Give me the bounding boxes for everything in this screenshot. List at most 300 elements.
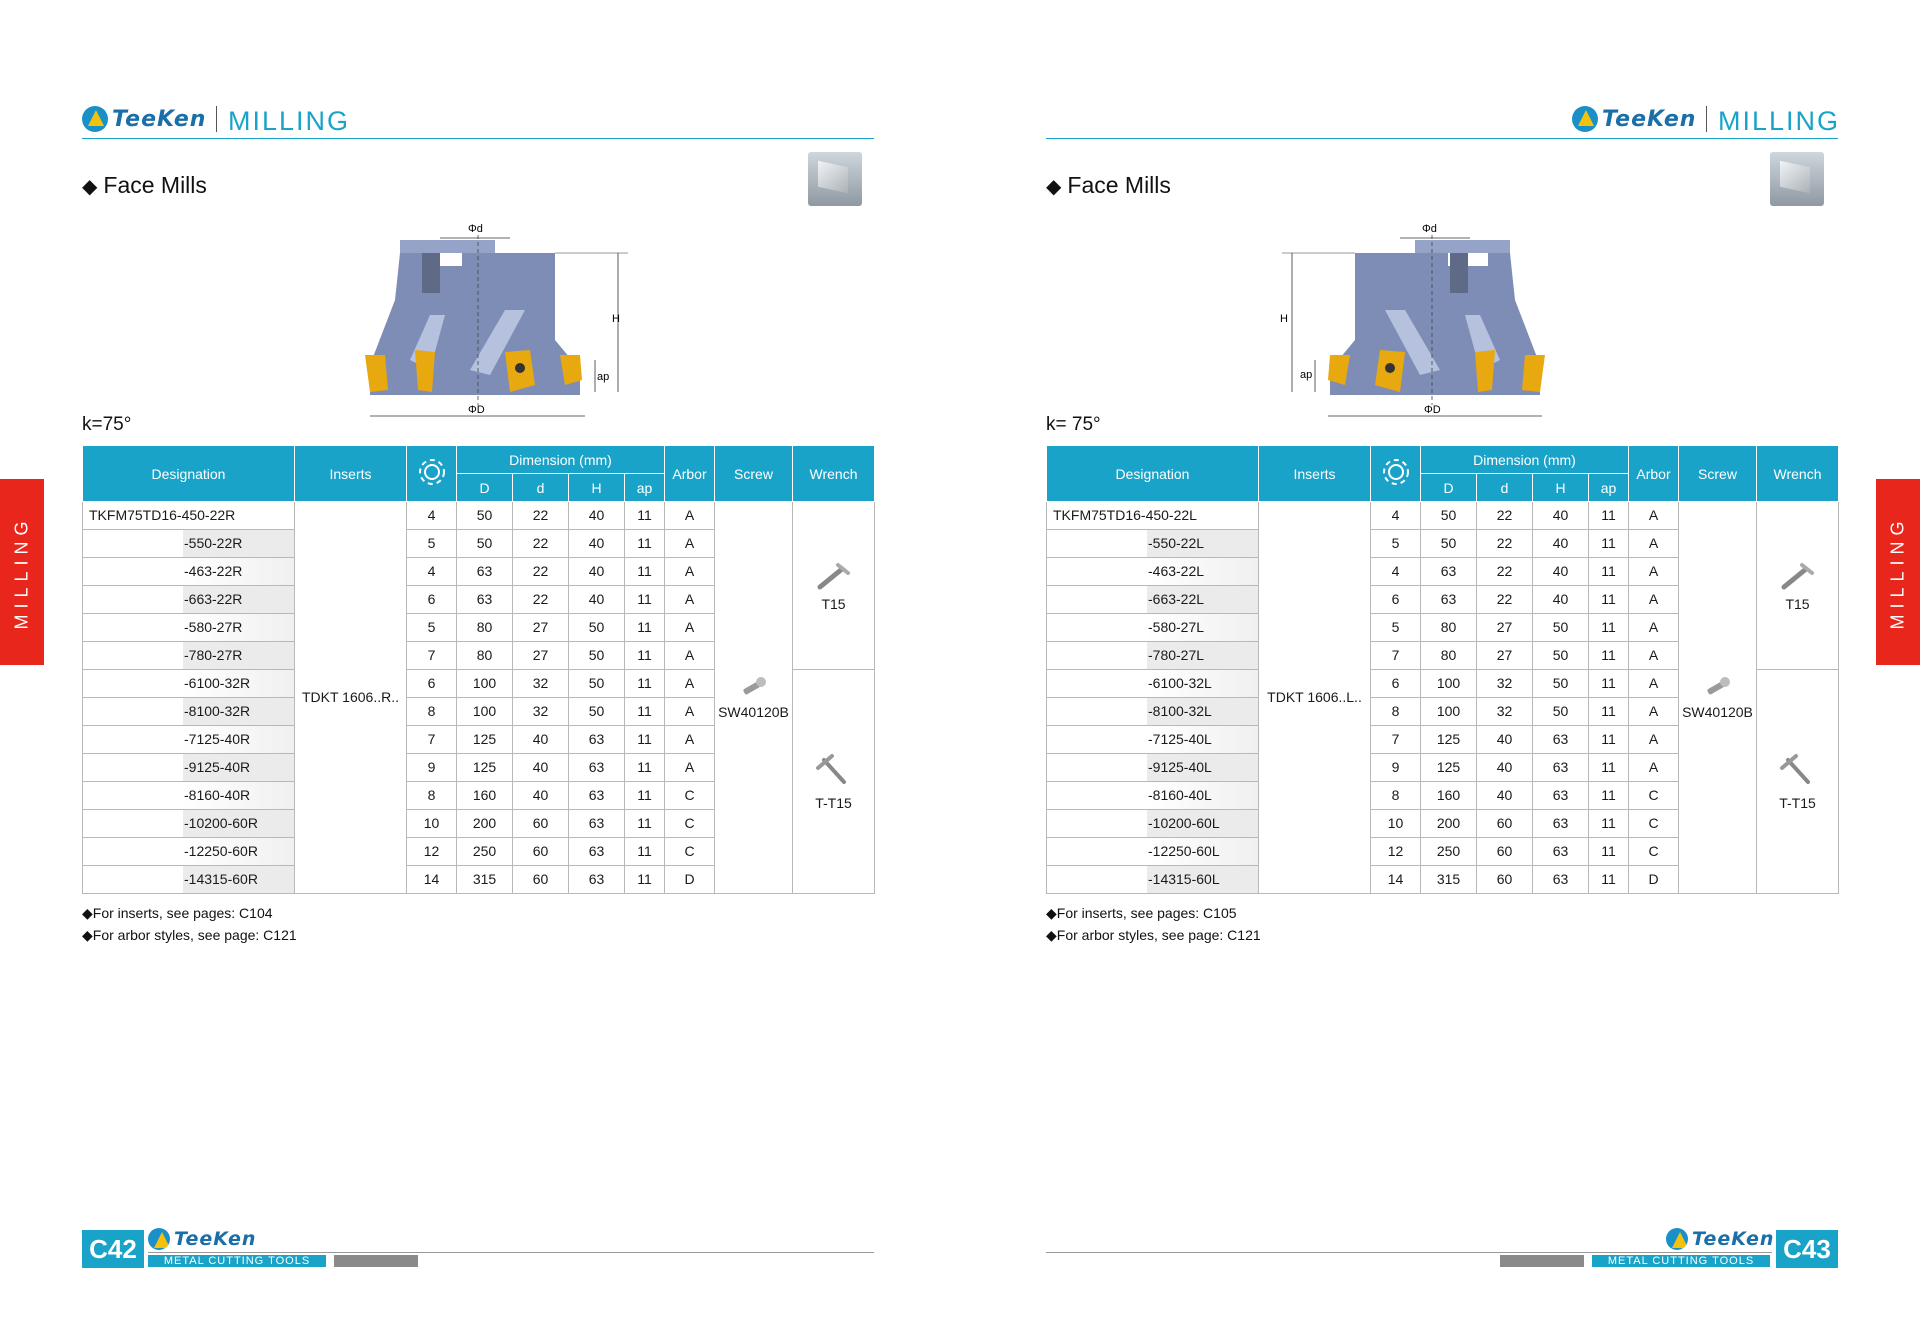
cell-H: 63 — [1533, 865, 1589, 893]
wrench-label: T-T15 — [815, 794, 852, 811]
designation-cell — [83, 781, 295, 809]
cell-d: 27 — [1477, 613, 1533, 641]
col-screw: Screw — [1679, 446, 1757, 502]
wrench-label: T15 — [821, 595, 846, 612]
cell-H: 63 — [569, 809, 625, 837]
cell-d: 60 — [1477, 809, 1533, 837]
teeth-count-icon — [417, 457, 447, 487]
cell-D: 50 — [1421, 529, 1477, 557]
cell-H: 63 — [1533, 725, 1589, 753]
cell-H: 40 — [569, 557, 625, 585]
cell-arbor: A — [1629, 725, 1679, 753]
designation-text: -8160-40L — [1147, 782, 1258, 809]
cell-d: 27 — [1477, 641, 1533, 669]
cell-H: 63 — [1533, 809, 1589, 837]
designation-cell — [1047, 697, 1259, 725]
cell-z: 6 — [407, 585, 457, 613]
designation-cell — [1047, 725, 1259, 753]
designation-text: -14315-60R — [183, 866, 294, 893]
cell-H: 50 — [1533, 669, 1589, 697]
footer-brand: TeeKen — [174, 1228, 257, 1250]
logo-divider — [1706, 106, 1707, 132]
cell-ap: 11 — [625, 865, 665, 893]
col-wrench: Wrench — [1757, 446, 1839, 502]
cell-d: 32 — [513, 669, 569, 697]
insert-2 — [415, 350, 435, 392]
cell-H: 50 — [1533, 641, 1589, 669]
designation-text: -12250-60R — [183, 838, 294, 865]
cell-arbor: A — [665, 613, 715, 641]
spec-table — [1046, 445, 1839, 894]
table-row — [83, 502, 875, 530]
cell-z: 7 — [1371, 725, 1421, 753]
cell-z: 12 — [407, 837, 457, 865]
cell-d: 32 — [1477, 697, 1533, 725]
logo-divider — [216, 106, 217, 132]
cell-d: 22 — [513, 585, 569, 613]
cell-arbor: C — [1629, 837, 1679, 865]
footer-rule — [148, 1252, 874, 1253]
cell-arbor: C — [665, 781, 715, 809]
cell-z: 12 — [1371, 837, 1421, 865]
inserts-cell: TDKT 1606..R.. — [295, 502, 407, 894]
insert-1 — [365, 355, 388, 392]
col-d: d — [513, 474, 569, 502]
cell-D: 125 — [1421, 725, 1477, 753]
t-wrench-icon — [793, 752, 874, 795]
cell-d: 40 — [513, 725, 569, 753]
cell-d: 32 — [1477, 669, 1533, 697]
cell-d: 22 — [1477, 502, 1533, 530]
designation-text: -8100-32R — [183, 698, 294, 725]
cell-H: 63 — [569, 781, 625, 809]
cell-ap: 11 — [1589, 781, 1629, 809]
cell-arbor: A — [665, 529, 715, 557]
col-designation: Designation — [83, 446, 295, 502]
cell-D: 50 — [457, 529, 513, 557]
cell-D: 100 — [1421, 669, 1477, 697]
cell-d: 40 — [1477, 725, 1533, 753]
cell-ap: 11 — [625, 697, 665, 725]
h-label: H — [612, 313, 620, 325]
wrench-cell — [793, 669, 875, 893]
designation-cell — [83, 585, 295, 613]
cell-d: 22 — [1477, 585, 1533, 613]
cell-d: 60 — [1477, 865, 1533, 893]
cell-d: 27 — [513, 613, 569, 641]
keyway — [422, 253, 440, 293]
phi-D-label: ΦD — [468, 404, 485, 416]
cell-arbor: D — [1629, 865, 1679, 893]
cell-D: 50 — [457, 502, 513, 530]
insert-1 — [1522, 355, 1545, 392]
cell-d: 60 — [1477, 837, 1533, 865]
cell-arbor: D — [665, 865, 715, 893]
designation-cell — [83, 641, 295, 669]
cell-z: 4 — [1371, 502, 1421, 530]
designation-text: -10200-60L — [1147, 810, 1258, 837]
designation-text: -780-27R — [183, 642, 294, 669]
cell-ap: 11 — [1589, 837, 1629, 865]
cell-D: 160 — [1421, 781, 1477, 809]
cell-arbor: A — [665, 669, 715, 697]
cell-D: 100 — [457, 697, 513, 725]
designation-text: -463-22R — [183, 558, 294, 585]
phi-d-label: Φd — [1422, 223, 1437, 235]
footer-tagline: METAL CUTTING TOOLS — [1592, 1255, 1770, 1267]
designation-text: -14315-60L — [1147, 866, 1258, 893]
page-heading-text: Face Mills — [1067, 172, 1171, 198]
notes — [82, 902, 297, 946]
cell-d: 22 — [513, 502, 569, 530]
product-thumbnail — [808, 152, 862, 206]
cell-H: 50 — [569, 669, 625, 697]
cell-ap: 11 — [625, 585, 665, 613]
mill-body — [370, 240, 580, 395]
note-inserts: ◆For inserts, see pages: C104 — [82, 905, 273, 921]
cell-D: 63 — [1421, 557, 1477, 585]
logo-icon — [148, 1228, 170, 1250]
cell-z: 6 — [1371, 585, 1421, 613]
cell-d: 22 — [1477, 557, 1533, 585]
insert-2 — [1475, 350, 1495, 392]
cell-ap: 11 — [625, 529, 665, 557]
page-number: C42 — [82, 1230, 144, 1268]
cell-D: 160 — [457, 781, 513, 809]
designation-cell — [1047, 809, 1259, 837]
cell-z: 8 — [1371, 697, 1421, 725]
cell-H: 40 — [1533, 502, 1589, 530]
designation-cell: TKFM75TD16-450-22L — [1047, 502, 1259, 530]
designation-cell — [83, 753, 295, 781]
cell-D: 80 — [1421, 641, 1477, 669]
designation-text: -8100-32L — [1147, 698, 1258, 725]
cell-z: 4 — [1371, 557, 1421, 585]
cell-arbor: A — [1629, 585, 1679, 613]
cell-z: 5 — [1371, 613, 1421, 641]
cell-H: 63 — [1533, 781, 1589, 809]
footer-logo — [148, 1228, 256, 1250]
cell-arbor: A — [1629, 669, 1679, 697]
brand-logo — [82, 106, 223, 132]
footer-gray-bar — [1500, 1255, 1584, 1267]
cell-H: 40 — [569, 585, 625, 613]
cell-d: 22 — [1477, 529, 1533, 557]
cell-ap: 11 — [1589, 725, 1629, 753]
cell-ap: 11 — [625, 725, 665, 753]
cell-d: 32 — [513, 697, 569, 725]
cell-arbor: A — [1629, 502, 1679, 530]
wrench-icon — [1757, 559, 1838, 596]
keyway — [1450, 253, 1468, 293]
page-heading: ◆ Face Mills — [82, 172, 207, 198]
cell-arbor: A — [665, 502, 715, 530]
cell-H: 63 — [569, 725, 625, 753]
cell-ap: 11 — [625, 502, 665, 530]
col-screw: Screw — [715, 446, 793, 502]
screw-cell — [1679, 502, 1757, 894]
face-mill-drawing — [1260, 220, 1560, 420]
col-H: H — [569, 474, 625, 502]
face-mill-drawing — [350, 220, 650, 420]
cell-z: 5 — [407, 613, 457, 641]
designation-text: -6100-32L — [1147, 670, 1258, 697]
cell-z: 6 — [407, 669, 457, 697]
cell-arbor: C — [1629, 781, 1679, 809]
cell-D: 315 — [1421, 865, 1477, 893]
cell-z: 4 — [407, 557, 457, 585]
cell-ap: 11 — [1589, 557, 1629, 585]
designation-text: -7125-40R — [183, 726, 294, 753]
cell-D: 50 — [1421, 502, 1477, 530]
insert-screw — [515, 363, 525, 373]
cell-H: 50 — [1533, 613, 1589, 641]
designation-text: -780-27L — [1147, 642, 1258, 669]
cell-z: 6 — [1371, 669, 1421, 697]
cell-D: 125 — [457, 753, 513, 781]
cell-ap: 11 — [1589, 753, 1629, 781]
designation-cell — [83, 809, 295, 837]
mill-top — [1415, 240, 1510, 253]
cell-z: 7 — [407, 641, 457, 669]
cell-D: 100 — [1421, 697, 1477, 725]
designation-cell — [1047, 585, 1259, 613]
side-tab — [0, 479, 44, 665]
table-row — [1047, 502, 1839, 530]
cell-ap: 11 — [1589, 641, 1629, 669]
col-ap: ap — [1589, 474, 1629, 502]
side-tab-label: MILLING — [11, 514, 32, 630]
cell-arbor: A — [665, 557, 715, 585]
cell-z: 7 — [1371, 641, 1421, 669]
cell-H: 63 — [569, 753, 625, 781]
notes — [1046, 902, 1261, 946]
designation-text: -7125-40L — [1147, 726, 1258, 753]
cell-d: 27 — [513, 641, 569, 669]
cell-H: 40 — [569, 529, 625, 557]
cell-D: 80 — [457, 613, 513, 641]
cell-D: 63 — [457, 585, 513, 613]
footer-logo — [1666, 1228, 1774, 1250]
col-D: D — [1421, 474, 1477, 502]
cell-z: 8 — [1371, 781, 1421, 809]
kappa-angle: k=75° — [82, 414, 132, 435]
designation-text: -550-22L — [1147, 530, 1258, 557]
wrench-icon — [793, 559, 874, 596]
cell-H: 40 — [1533, 585, 1589, 613]
page-number: C43 — [1776, 1230, 1838, 1268]
designation-cell — [83, 613, 295, 641]
col-d: d — [1477, 474, 1533, 502]
col-inserts: Inserts — [1259, 446, 1371, 502]
cell-z: 4 — [407, 502, 457, 530]
cell-ap: 11 — [1589, 613, 1629, 641]
note-inserts: ◆For inserts, see pages: C105 — [1046, 905, 1237, 921]
designation-text: -9125-40R — [183, 754, 294, 781]
cell-D: 315 — [457, 865, 513, 893]
cell-arbor: A — [665, 585, 715, 613]
col-dimension: Dimension (mm) — [1421, 446, 1629, 474]
designation-text: -580-27R — [183, 614, 294, 641]
product-thumbnail — [1770, 152, 1824, 206]
cell-H: 50 — [1533, 697, 1589, 725]
spec-table — [82, 445, 875, 894]
designation-text: -550-22R — [183, 530, 294, 557]
cell-arbor: A — [665, 697, 715, 725]
cell-H: 63 — [1533, 837, 1589, 865]
cell-arbor: A — [1629, 613, 1679, 641]
cell-ap: 11 — [625, 613, 665, 641]
brand-name: TeeKen — [112, 106, 207, 132]
cell-D: 250 — [457, 837, 513, 865]
col-H: H — [1533, 474, 1589, 502]
cell-D: 125 — [457, 725, 513, 753]
h-label: H — [1280, 313, 1288, 325]
cell-arbor: A — [665, 753, 715, 781]
designation-text: -663-22L — [1147, 586, 1258, 613]
designation-text: -8160-40R — [183, 782, 294, 809]
cell-z: 7 — [407, 725, 457, 753]
col-arbor: Arbor — [1629, 446, 1679, 502]
logo-icon — [1666, 1228, 1688, 1250]
footer-gray-bar — [334, 1255, 418, 1267]
screw-icon — [1679, 675, 1756, 704]
cell-H: 63 — [569, 865, 625, 893]
cell-z: 5 — [1371, 529, 1421, 557]
phi-d-label: Φd — [468, 223, 483, 235]
teeth-count-icon — [1381, 457, 1411, 487]
col-inserts: Inserts — [295, 446, 407, 502]
cell-ap: 11 — [1589, 809, 1629, 837]
mill-top — [400, 240, 495, 253]
section-title: MILLING — [1718, 106, 1841, 136]
cell-ap: 11 — [1589, 585, 1629, 613]
cell-d: 40 — [1477, 753, 1533, 781]
cell-d: 60 — [513, 809, 569, 837]
cell-arbor: A — [1629, 557, 1679, 585]
logo-icon — [1572, 106, 1598, 132]
cell-z: 8 — [407, 697, 457, 725]
mill-body — [1330, 240, 1540, 395]
cell-ap: 11 — [625, 669, 665, 697]
designation-cell — [1047, 529, 1259, 557]
cell-H: 40 — [569, 502, 625, 530]
cell-ap: 11 — [625, 781, 665, 809]
cell-z: 10 — [407, 809, 457, 837]
cell-D: 80 — [1421, 613, 1477, 641]
footer-tagline: METAL CUTTING TOOLS — [148, 1255, 326, 1267]
cell-arbor: A — [1629, 641, 1679, 669]
cell-D: 100 — [457, 669, 513, 697]
designation-cell — [1047, 753, 1259, 781]
designation-cell — [1047, 613, 1259, 641]
cell-ap: 11 — [1589, 697, 1629, 725]
cell-D: 63 — [1421, 585, 1477, 613]
cell-H: 40 — [1533, 557, 1589, 585]
cell-H: 63 — [1533, 753, 1589, 781]
screw-label: SW40120B — [1682, 703, 1753, 720]
designation-text: -9125-40L — [1147, 754, 1258, 781]
side-tab — [1876, 479, 1920, 665]
col-teeth — [407, 446, 457, 502]
cell-ap: 11 — [625, 641, 665, 669]
cell-D: 80 — [457, 641, 513, 669]
cell-H: 50 — [569, 697, 625, 725]
header-rule — [82, 138, 874, 139]
col-arbor: Arbor — [665, 446, 715, 502]
col-teeth — [1371, 446, 1421, 502]
cell-d: 40 — [513, 753, 569, 781]
col-designation: Designation — [1047, 446, 1259, 502]
footer-brand: TeeKen — [1692, 1228, 1775, 1250]
cell-arbor: A — [665, 641, 715, 669]
cell-D: 200 — [457, 809, 513, 837]
designation-cell — [83, 725, 295, 753]
designation-cell — [1047, 781, 1259, 809]
note-arbor: ◆For arbor styles, see page: C121 — [82, 927, 297, 943]
designation-text: -580-27L — [1147, 614, 1258, 641]
designation-cell — [83, 557, 295, 585]
cell-z: 9 — [407, 753, 457, 781]
wrench-cell — [1757, 669, 1839, 893]
brand-logo — [1572, 106, 1713, 132]
kappa-angle: k= 75° — [1046, 414, 1101, 435]
cell-d: 40 — [1477, 781, 1533, 809]
cell-arbor: C — [665, 809, 715, 837]
screw-icon — [715, 675, 792, 704]
cell-H: 63 — [569, 837, 625, 865]
t-wrench-icon — [1757, 752, 1838, 795]
col-ap: ap — [625, 474, 665, 502]
logo-icon — [82, 106, 108, 132]
inserts-cell: TDKT 1606..L.. — [1259, 502, 1371, 894]
cell-z: 5 — [407, 529, 457, 557]
cell-arbor: A — [1629, 529, 1679, 557]
designation-text: -663-22R — [183, 586, 294, 613]
note-arbor: ◆For arbor styles, see page: C121 — [1046, 927, 1261, 943]
designation-text: -12250-60L — [1147, 838, 1258, 865]
designation-cell — [83, 697, 295, 725]
designation-cell — [1047, 865, 1259, 893]
cell-ap: 11 — [625, 557, 665, 585]
cell-d: 22 — [513, 529, 569, 557]
cell-z: 9 — [1371, 753, 1421, 781]
designation-cell: TKFM75TD16-450-22R — [83, 502, 295, 530]
cell-H: 50 — [569, 641, 625, 669]
section-title: MILLING — [228, 106, 351, 136]
cell-D: 200 — [1421, 809, 1477, 837]
cell-d: 22 — [513, 557, 569, 585]
cell-D: 63 — [457, 557, 513, 585]
cell-H: 50 — [569, 613, 625, 641]
cell-ap: 11 — [1589, 669, 1629, 697]
cell-ap: 11 — [1589, 529, 1629, 557]
designation-cell — [83, 865, 295, 893]
cell-ap: 11 — [1589, 865, 1629, 893]
page-heading-text: Face Mills — [103, 172, 207, 198]
cell-ap: 11 — [1589, 502, 1629, 530]
cell-z: 14 — [1371, 865, 1421, 893]
wrench-cell — [1757, 502, 1839, 670]
page-heading: ◆ Face Mills — [1046, 172, 1171, 198]
cell-H: 40 — [1533, 529, 1589, 557]
designation-text: -6100-32R — [183, 670, 294, 697]
ap-label: ap — [1300, 369, 1313, 381]
designation-text: -10200-60R — [183, 810, 294, 837]
ap-label: ap — [597, 371, 610, 383]
cell-arbor: A — [1629, 753, 1679, 781]
phi-D-label: ΦD — [1424, 404, 1441, 416]
